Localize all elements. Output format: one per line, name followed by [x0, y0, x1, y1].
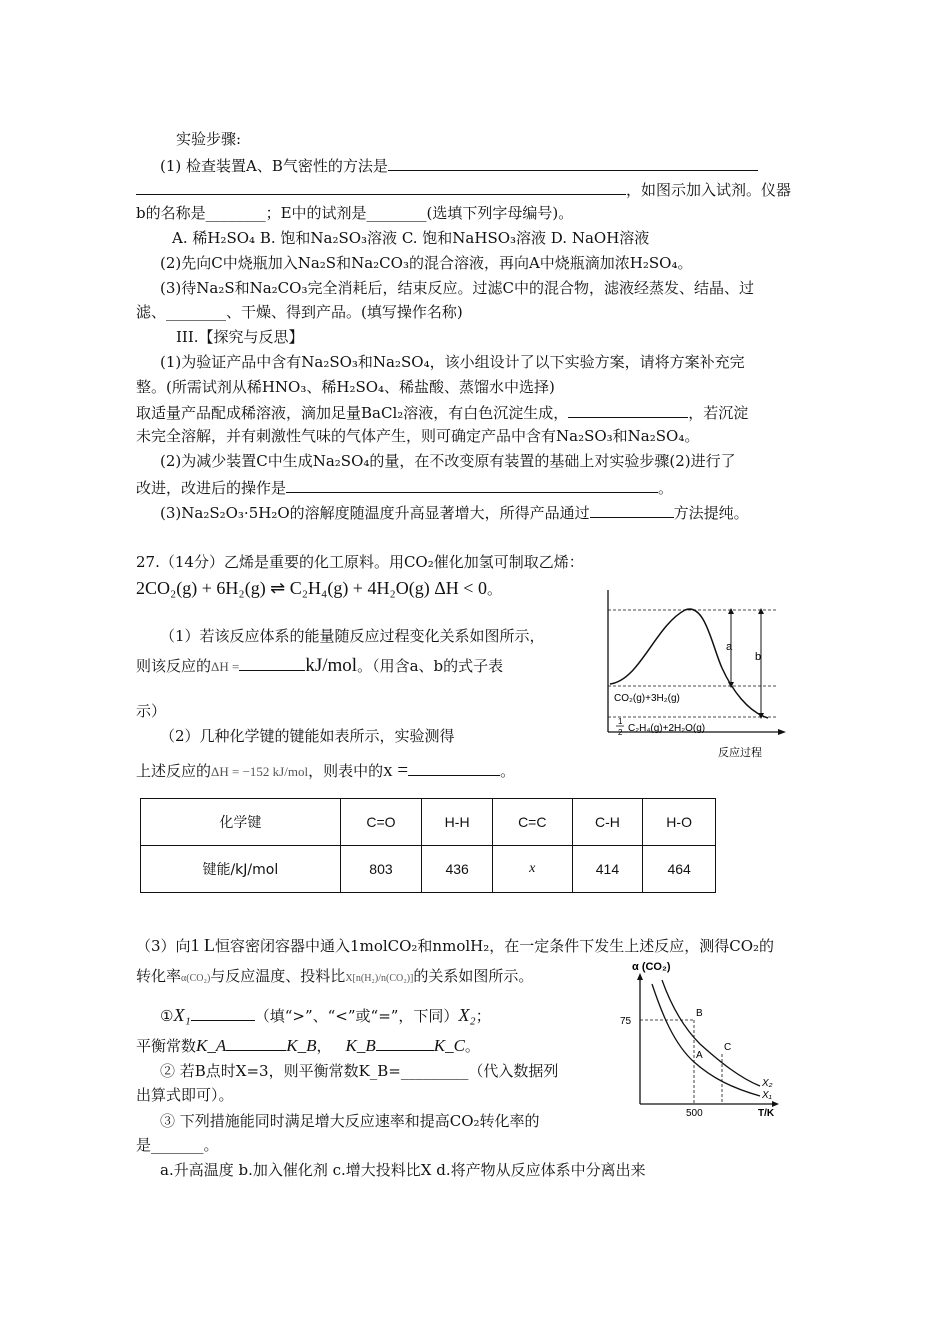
- explore-1-line-d: 未完全溶解，并有刺激性气味的气体产生，则可确定产品中含有Na₂SO₃和Na₂SO₄。: [136, 427, 700, 445]
- bond-energy-table: [140, 798, 716, 893]
- x-axis-label: T/K: [758, 1108, 775, 1118]
- q27-equation: 2CO₂(g) + 6H₂(g) ⇌ C₂H₄(g) + 4H₂O(g) ΔH < 0。: [136, 578, 502, 598]
- point-c-label: C: [724, 1042, 732, 1053]
- table-header-cell: H-H: [422, 799, 493, 846]
- fraction-denominator: 2: [618, 728, 623, 737]
- q27-1-line-b: 则该反应的ΔH = kJ/mol。（用含a、b的式子表: [136, 655, 504, 676]
- q27-3-line-2: 转化率α(CO₂)与反应温度、投料比X[n(H₂)/n(CO₂)]的关系如图所示。: [136, 967, 534, 985]
- table-cell: 414: [572, 846, 643, 893]
- table-header-cell: C=O: [340, 799, 422, 846]
- y-axis-arrow-icon: [637, 973, 643, 980]
- answer-blank[interactable]: [376, 1034, 434, 1051]
- table-cell: 464: [643, 846, 716, 893]
- step-1-line-a: (1) 检查装置A、B气密性的方法是: [160, 154, 758, 176]
- arrow-up-icon: [758, 608, 764, 614]
- conversion-chart: [610, 958, 790, 1118]
- step-1-line-b: ，如图示加入试剂。仪器: [136, 178, 791, 200]
- q27-3-line-7: ③ 下列措施能同时满足增大反应速率和提高CO₂转化率的: [160, 1112, 540, 1130]
- point-a-label: A: [696, 1050, 703, 1061]
- q27-2-line-b: 上述反应的ΔH = −152 kJ/mol，则表中的x = 。: [136, 760, 516, 781]
- table-cell: x: [492, 846, 572, 893]
- answer-blank[interactable]: [191, 1004, 255, 1021]
- table-header-cell: C-H: [572, 799, 643, 846]
- table-cell: 键能/kJ/mol: [141, 846, 341, 893]
- q27-3-line-6: 出算式即可）。: [136, 1086, 234, 1104]
- y-axis-label: α (CO₂): [632, 961, 671, 973]
- curve-x1-label: X₁: [762, 1090, 772, 1101]
- steps-heading: 实验步骤:: [176, 130, 242, 148]
- q27-3-line-5: ② 若B点时X=3，则平衡常数K_B=_________（代入数据列: [160, 1062, 559, 1080]
- step-3-line-b: 滤、________、干燥、得到产品。(填写操作名称): [136, 303, 463, 321]
- label-a: a: [726, 641, 733, 653]
- q27-intro: 27.（14分）乙烯是重要的化工原料。用CO₂催化加氢可制取乙烯：: [136, 553, 584, 571]
- point-b-label: B: [696, 1008, 703, 1019]
- arrow-up-icon: [728, 608, 734, 614]
- x-axis-label: 反应过程: [718, 747, 762, 759]
- table-header-cell: C=C: [492, 799, 572, 846]
- curve-x2-label: X₂: [762, 1078, 773, 1089]
- q27-3-line-1: （3）向1 L恒容密闭容器中通入1molCO₂和nmolH₂，在一定条件下发生上述反应，测得CO₂的: [136, 935, 775, 955]
- energy-profile-chart: [600, 586, 790, 762]
- q27-3-line-8: 是_______。: [136, 1136, 219, 1154]
- q27-3-options: a.升高温度 b.加入催化剂 c.增大投料比X d.将产物从反应体系中分离出来: [160, 1161, 646, 1179]
- table-cell: 436: [422, 846, 493, 893]
- table-header-cell: 化学键: [141, 799, 341, 846]
- step-1-options: A. 稀H₂SO₄ B. 饱和Na₂SO₃溶液 C. 饱和NaHSO₃溶液 D. NaOH溶液: [172, 229, 650, 247]
- answer-blank[interactable]: [568, 401, 688, 418]
- answer-blank[interactable]: [136, 178, 626, 195]
- q27-2-line-a: （2）几种化学键的键能如表所示，实验测得: [160, 727, 455, 745]
- answer-blank[interactable]: [408, 759, 500, 776]
- step-3-line-a: (3)待Na₂S和Na₂CO₃完全消耗后，结束反应。过滤C中的混合物，滤液经蒸发、结晶、过: [160, 279, 754, 297]
- explore-3: (3)Na₂S₂O₃·5H₂O的溶解度随温度升高显著增大，所得产品通过 方法提纯。: [160, 501, 749, 523]
- step-1-line-c: b的名称是________；E中的试剂是________(选填下列字母编号)。: [136, 204, 574, 222]
- explore-1-line-b: 整。(所需试剂从稀HNO₃、稀H₂SO₄、稀盐酸、蒸馏水中选择): [136, 378, 555, 396]
- explore-1-line-a: (1)为验证产品中含有Na₂SO₃和Na₂SO₄，该小组设计了以下实验方案，请将方案补充完: [160, 353, 745, 371]
- label-b: b: [755, 651, 762, 663]
- table-header-cell: H-O: [643, 799, 716, 846]
- curve-x1: [652, 984, 760, 1096]
- x-tick: 500: [686, 1108, 703, 1118]
- answer-blank[interactable]: [388, 154, 758, 171]
- q27-1-line-c: 示）: [136, 702, 167, 720]
- answer-blank[interactable]: [239, 654, 305, 671]
- answer-blank[interactable]: [286, 476, 658, 493]
- product-label: C₂H₄(g)+2H₂O(g): [628, 723, 706, 734]
- answer-blank[interactable]: [226, 1034, 286, 1051]
- q27-3-line-3: ①X₁ （填“>”、“<”或“=”，下同）X₂；: [160, 1005, 491, 1025]
- explore-heading: III.【探究与反思】: [176, 328, 304, 346]
- fraction-numerator: 1: [618, 717, 623, 726]
- table-row: [141, 799, 716, 846]
- explore-2-line-a: (2)为减少装置C中生成Na₂SO₄的量，在不改变原有装置的基础上对实验步骤(2)进行了: [160, 452, 736, 470]
- table-row: [141, 846, 716, 893]
- y-tick: 75: [620, 1016, 632, 1027]
- x-axis-arrow-icon: [772, 1101, 779, 1107]
- explore-2-line-b: 改进，改进后的操作是 。: [136, 476, 673, 498]
- curve-x2: [662, 980, 760, 1086]
- answer-blank[interactable]: [590, 501, 674, 518]
- x-axis-arrow-icon: [778, 729, 786, 735]
- explore-1-line-c: 取适量产品配成稀溶液，滴加足量BaCl₂溶液，有白色沉淀生成， ，若沉淀: [136, 401, 748, 423]
- table-cell: 803: [340, 846, 422, 893]
- q27-3-line-4: 平衡常数K_A K_B， K_B K_C。: [136, 1036, 480, 1055]
- reactant-label: CO₂(g)+3H₂(g): [614, 693, 680, 704]
- q27-1-line-a: （1）若该反应体系的能量随反应过程变化关系如图所示，: [160, 627, 545, 645]
- step-2: (2)先向C中烧瓶加入Na₂S和Na₂CO₃的混合溶液，再向A中烧瓶滴加浓H₂SO₄。: [160, 254, 693, 272]
